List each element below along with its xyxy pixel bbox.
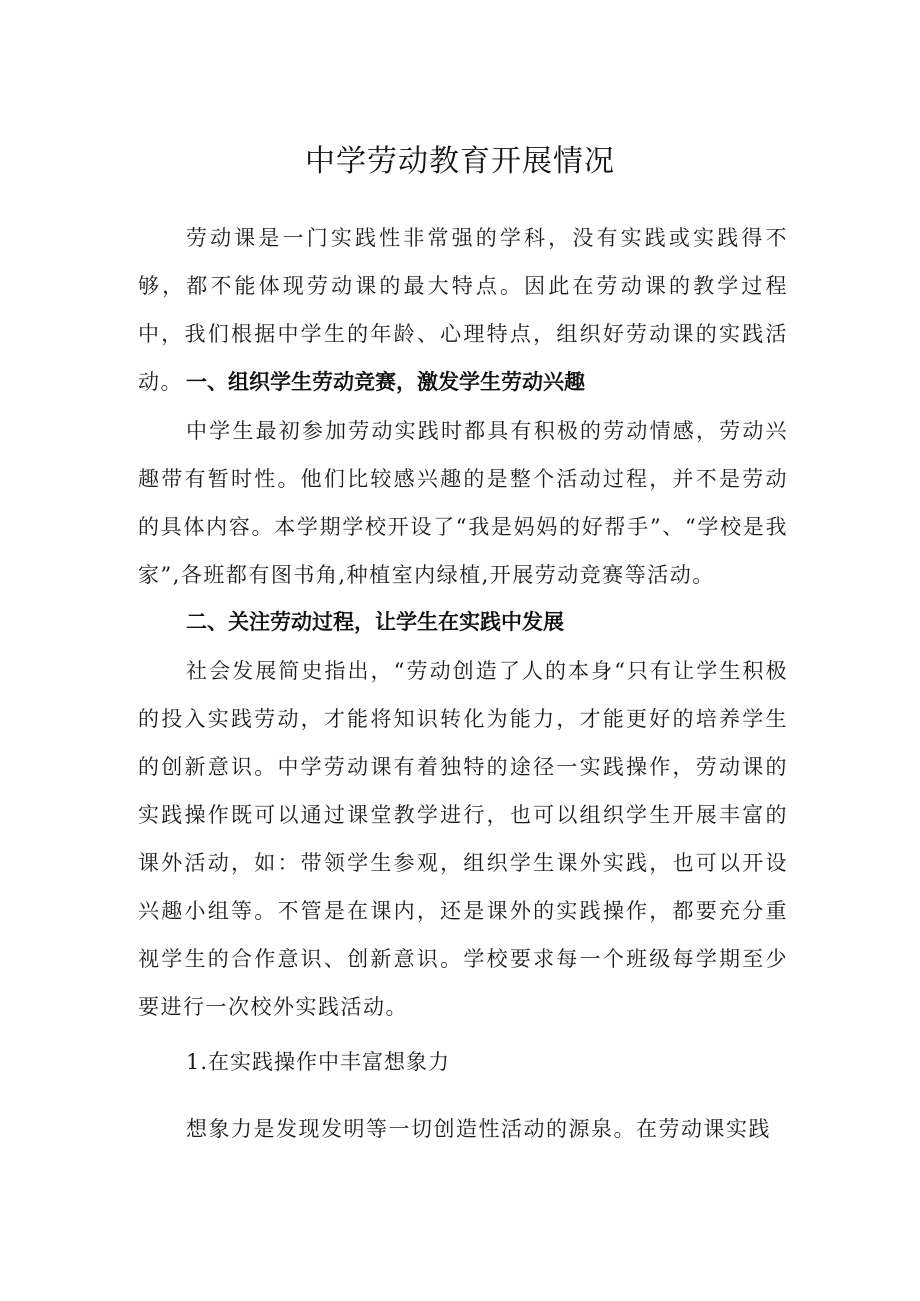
section-2-heading: 二、关注劳动过程，让学生在实践中发展 [186, 610, 564, 634]
document-title: 中学劳动教育开展情况 [305, 144, 615, 179]
section-2-paragraph: 社会发展简史指出，“劳动创造了人的本身“只有让学生积极的投入实践劳动，才能将知识转化为能力，才能更好的培养学生的创新意识。中学劳动课有着独特的途径一实践操作，劳动课的实践操作既可以通过课堂教学进行，也可以组织学生开展丰富的课外活动，如：带领学生参观，组织学生课外实践，也可以开设兴趣小组等。不管是在课内，还是课外的实践操作，都要充分重视学生的合作意识、创新意识。学校要求每一个班级每学期至少要进行一次校外实践活动。 [138, 659, 788, 1019]
subsection-1-heading: 1.在实践操作中丰富想象力 [186, 1050, 451, 1074]
intro-paragraph: 劳动课是一门实践性非常强的学科，没有实践或实践得不够，都不能体现劳动课的最大特点。因此在劳动课的教学过程中，我们根据中学生的年龄、心理特点，组织好劳动课的实践活动。 [138, 226, 788, 394]
section-1-paragraph: 中学生最初参加劳动实践时都具有积极的劳动情感，劳动兴趣带有暂时性。他们比较感兴趣的是整个活动过程，并不是劳动的具体内容。本学期学校开设了“我是妈妈的好帮手”、“学校是我家”,各班都有图书角,种植室内绿植,开展劳动竞赛等活动。 [138, 419, 788, 587]
section-1-heading: 一、组织学生劳动竞赛，激发学生劳动兴趣 [186, 370, 585, 394]
subsection-1-paragraph: 想象力是发现发明等一切创造性活动的源泉。在劳动课实践 [186, 1117, 771, 1141]
